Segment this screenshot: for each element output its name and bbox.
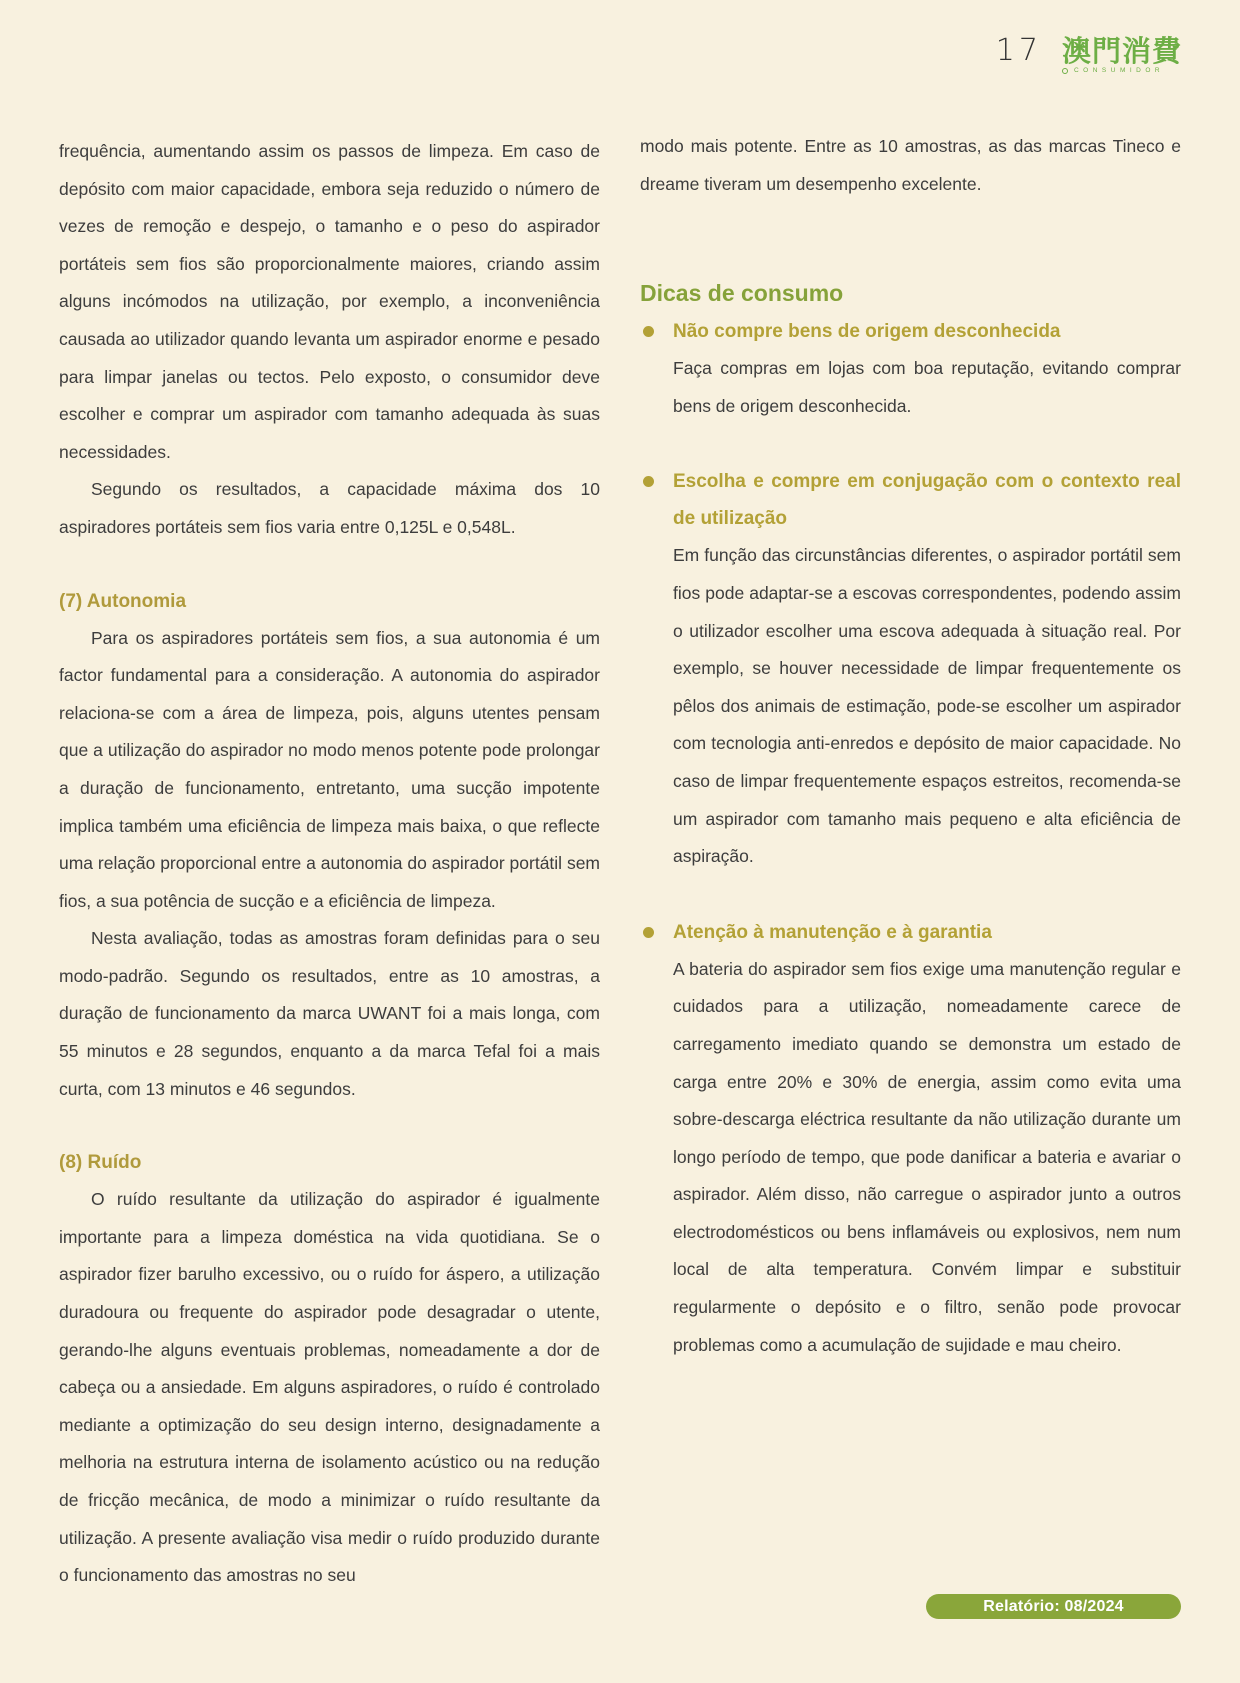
bullet-icon [643, 326, 654, 337]
bullet-icon [643, 476, 654, 487]
paragraph-ruido-continued: modo mais potente. Entre as 10 amostras, as das marcas Tineco e dreame tiveram um desempenho excelente. [640, 136, 1181, 194]
tip-body: Em função das circunstâncias diferentes, o aspirador portátil sem fios pode adaptar-se a escovas correspondentes, podendo assim o utilizador escolher uma escova adequada à situação real. Por exemplo, se houver necessidade de limpar frequentemente os pêlos dos animais de estimação, pode-se escolher um aspirador com tecnologia anti-enredos e depósito de maior capacidade. No caso de limpar frequentemente espaços estreitos, recomenda-se um aspirador com tamanho mais pequeno e alta eficiência de aspiração. [673, 545, 1181, 867]
logo-ring-icon [1062, 68, 1068, 74]
bullet-icon [643, 927, 654, 938]
tip-body: A bateria do aspirador sem fios exige uma manutenção regular e cuidados para a utilização, nomeadamente carece de carregamento imediato quando se demonstra um estado de carga entre 20% e 30% de energia, assim como evita uma sobre-descarga eléctrica resultante da não utilização durante um longo período de tempo, que pode danificar a bateria e avariar o aspirador. Além disso, não carregue o aspirador junto a outros electrodomésticos ou bens inflamáveis ou explosivos, nem num local de alta temperatura. Convém limpar e substituir regularmente o depósito e o filtro, senão pode provocar problemas como a acumulação de sujidade e mau cheiro. [673, 958, 1181, 1355]
paragraph-ruido: O ruído resultante da utilização do aspirador é igualmente importante para a limpeza doméstica na vida quotidiana. Se o aspirador fizer barulho excessivo, ou o ruído for áspero, a utilização duradoura ou frequente do aspirador pode desagradar o utente, gerando-lhe alguns eventuais problemas, nomeadamente a dor de cabeça ou a ansiedade. Em alguns aspiradores, o ruído é controlado mediante a optimização do seu design interno, designadamente a melhoria na estrutura interna de isolamento acústico ou na redução de fricção mecânica, de modo a minimizar o ruído resultante da utilização. A presente avaliação visa medir o ruído produzido durante o funcionamento das amostras no seu [59, 1189, 600, 1586]
logo-english-text: CONSUMIDOR [1073, 67, 1165, 74]
right-column [640, 128, 1181, 1364]
report-number-badge: Relatório: 08/2024 [926, 1594, 1181, 1619]
paragraph-capacity-continued: frequência, aumentando assim os passos de limpeza. Em caso de depósito com maior capacidade, embora seja reduzido o número de vezes de remoção e despejo, o tamanho e o peso do aspirador portáteis sem fios são proporcionalmente maiores, criando assim alguns incómodos na utilização, por exemplo, a inconveniência causada ao utilizador quando levanta um aspirador enorme e pesado para limpar janelas ou tectos. Pelo exposto, o consumidor deve escolher e comprar um aspirador com tamanho adequada às suas necessidades. [59, 141, 600, 462]
logo-subtitle [1062, 67, 1164, 74]
paragraph-autonomia-results: Nesta avaliação, todas as amostras foram definidas para o seu modo-padrão. Segundo os resultados, entre as 10 amostras, a duração de funcionamento da marca UWANT foi a mais longa, com 55 minutos e 28 segundos, enquanto a da marca Tefal foi a mais curta, com 13 minutos e 46 segundos. [59, 928, 600, 1099]
page-number: 17 [995, 33, 1042, 68]
consumer-council-logo [1062, 34, 1182, 74]
tip-item [640, 463, 1181, 875]
paragraph-capacity-results: Segundo os resultados, a capacidade máxima dos 10 aspiradores portáteis sem fios varia entre 0,125L e 0,548L. [59, 479, 600, 537]
section-heading-autonomia: (7) Autonomia [59, 590, 187, 612]
tip-title: Não compre bens de origem desconhecida [673, 321, 1061, 343]
tip-title: Escolha e compre em conjugação com o contexto real de utilização [673, 471, 1181, 530]
tip-title: Atenção à manutenção e à garantia [673, 921, 992, 943]
page-header [996, 34, 1182, 74]
logo-chinese-text: 澳門消費 [1061, 34, 1182, 68]
tips-heading: Dicas de consumo [640, 280, 844, 307]
paragraph-autonomia-intro: Para os aspiradores portáteis sem fios, a sua autonomia é um factor fundamental para a consideração. A autonomia do aspirador relaciona-se com a área de limpeza, pois, alguns utentes pensam que a utilização do aspirador no modo menos potente pode prolongar a duração de funcionamento, entretanto, uma sucção impotente implica também uma eficiência de limpeza mais baixa, o que reflecte uma relação proporcional entre a autonomia do aspirador portátil sem fios, a sua potência de sucção e a eficiência de limpeza. [59, 627, 600, 911]
tip-body: Faça compras em lojas com boa reputação, evitando comprar bens de origem desconhecida. [673, 358, 1181, 416]
tip-item [640, 313, 1181, 425]
tip-item [640, 914, 1181, 1365]
left-column [59, 133, 600, 1595]
section-heading-ruido: (8) Ruído [59, 1152, 142, 1174]
